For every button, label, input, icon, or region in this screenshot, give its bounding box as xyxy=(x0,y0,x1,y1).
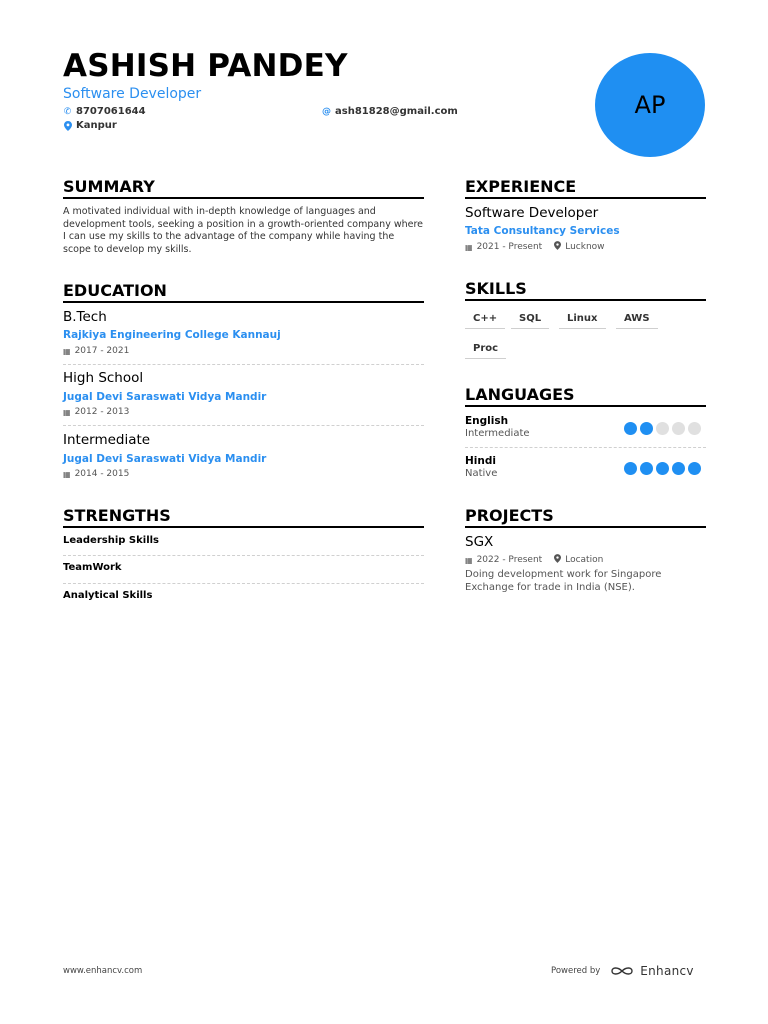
skills-divider xyxy=(465,299,706,301)
rating-dot-filled xyxy=(640,422,653,435)
strength-item: Analytical Skills xyxy=(63,590,153,601)
rating-dot-filled xyxy=(640,462,653,475)
rating-dot-filled xyxy=(624,462,637,475)
experience-divider xyxy=(465,197,706,199)
skill-tag: Linux xyxy=(559,310,606,329)
calendar-icon: ▦ xyxy=(63,347,71,356)
education-heading: EDUCATION xyxy=(63,281,167,300)
entry-separator xyxy=(63,555,424,556)
projects-heading: PROJECTS xyxy=(465,506,554,525)
education-degree: B.Tech xyxy=(63,309,107,325)
summary-divider xyxy=(63,197,424,199)
contact-phone xyxy=(63,106,146,118)
project-name: SGX xyxy=(465,534,494,550)
education-dates-text: 2012 - 2013 xyxy=(74,407,130,417)
contact-email[interactable] xyxy=(322,106,458,118)
email-text[interactable]: ash81828@gmail.com xyxy=(335,106,458,117)
candidate-title: Software Developer xyxy=(63,86,202,102)
language-name: Hindi xyxy=(465,455,496,467)
language-level: Native xyxy=(465,468,498,479)
candidate-name: ASHISH PANDEY xyxy=(63,48,348,84)
entry-separator xyxy=(465,447,706,448)
powered-by-text: Powered by xyxy=(551,966,601,976)
education-degree: High School xyxy=(63,370,144,386)
avatar xyxy=(595,53,705,157)
education-school: Jugal Devi Saraswati Vidya Mandir xyxy=(63,391,267,403)
calendar-icon: ▦ xyxy=(63,408,71,417)
calendar-icon: ▦ xyxy=(465,242,473,252)
skill-tag: SQL xyxy=(511,310,549,329)
language-level: Intermediate xyxy=(465,428,530,439)
entry-separator xyxy=(63,425,424,426)
brand-logo[interactable] xyxy=(610,964,694,978)
rating-dot-empty xyxy=(688,422,701,435)
education-divider xyxy=(63,301,424,303)
entry-separator xyxy=(63,583,424,584)
rating-dot-filled xyxy=(656,462,669,475)
summary-text: A motivated individual with in-depth knowledge of languages and development tools, seeking a position in a growth-oriented company where I can use my skills to the advantage of the company while having the scope to develop my skills. xyxy=(63,206,424,255)
education-dates-text: 2014 - 2015 xyxy=(74,469,130,479)
project-description: Doing development work for Singapore Exchange for trade in India (NSE). xyxy=(465,569,662,593)
skill-tag: AWS xyxy=(616,310,658,329)
entry-separator xyxy=(63,364,424,365)
location-pin-icon xyxy=(63,121,72,131)
education-school: Rajkiya Engineering College Kannauj xyxy=(63,329,281,341)
strengths-heading: STRENGTHS xyxy=(63,506,171,525)
education-dates xyxy=(63,469,129,480)
experience-role: Software Developer xyxy=(465,205,599,221)
experience-dates: 2021 - Present xyxy=(476,241,543,252)
language-rating xyxy=(624,422,701,435)
languages-divider xyxy=(465,405,706,407)
skill-tag: Proc xyxy=(465,340,506,359)
calendar-icon: ▦ xyxy=(63,470,71,479)
strengths-divider xyxy=(63,526,424,528)
location-pin-icon xyxy=(554,241,561,253)
rating-dot-filled xyxy=(672,462,685,475)
brand-name: Enhancv xyxy=(640,964,694,978)
enhancv-logo-icon xyxy=(610,965,636,977)
footer-url[interactable]: www.enhancv.com xyxy=(63,966,143,976)
phone-icon: ✆ xyxy=(63,107,72,117)
strength-item: Leadership Skills xyxy=(63,535,160,546)
at-icon: @ xyxy=(322,107,331,117)
location-text: Kanpur xyxy=(76,120,117,131)
skills-heading: SKILLS xyxy=(465,279,527,298)
calendar-icon: ▦ xyxy=(465,555,473,565)
languages-heading: LANGUAGES xyxy=(465,385,575,404)
project-meta xyxy=(465,554,603,566)
experience-company: Tata Consultancy Services xyxy=(465,225,620,237)
language-rating xyxy=(624,462,701,475)
avatar-initials: AP xyxy=(634,91,666,119)
rating-dot-empty xyxy=(672,422,685,435)
education-dates xyxy=(63,407,129,418)
strength-item: TeamWork xyxy=(63,562,122,573)
projects-divider xyxy=(465,526,706,528)
experience-heading: EXPERIENCE xyxy=(465,177,577,196)
language-name: English xyxy=(465,415,509,427)
rating-dot-filled xyxy=(624,422,637,435)
location-pin-icon xyxy=(554,554,561,566)
experience-location: Lucknow xyxy=(565,241,605,252)
education-dates-text: 2017 - 2021 xyxy=(74,346,130,356)
footer-branding xyxy=(551,964,694,978)
education-school: Jugal Devi Saraswati Vidya Mandir xyxy=(63,453,267,465)
education-dates xyxy=(63,346,129,357)
rating-dot-empty xyxy=(656,422,669,435)
education-degree: Intermediate xyxy=(63,432,151,448)
experience-meta xyxy=(465,241,605,253)
contact-location xyxy=(63,120,117,132)
skill-tag: C++ xyxy=(465,310,505,329)
rating-dot-filled xyxy=(688,462,701,475)
project-dates: 2022 - Present xyxy=(476,554,543,565)
project-location: Location xyxy=(565,554,604,565)
phone-text: 8707061644 xyxy=(76,106,146,117)
summary-heading: SUMMARY xyxy=(63,177,155,196)
